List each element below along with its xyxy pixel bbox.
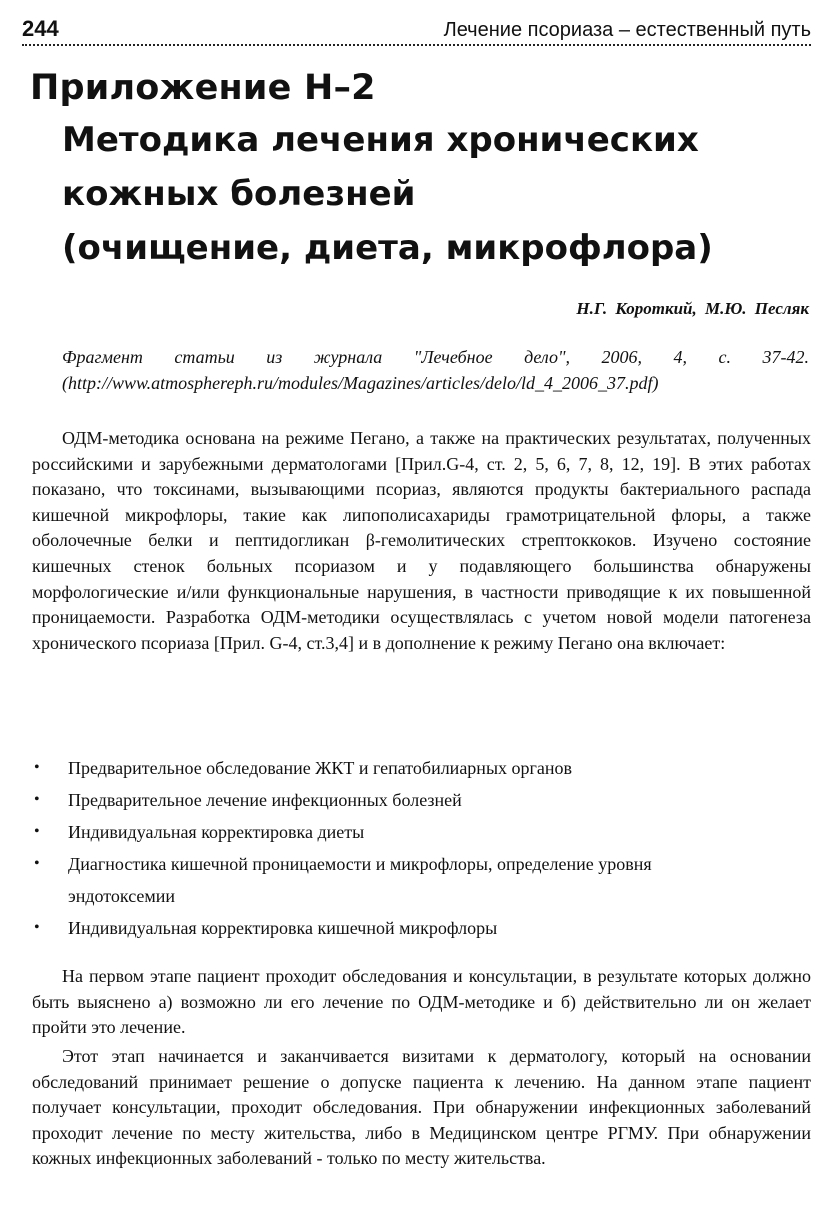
page-number: 244 (22, 16, 59, 41)
list-item-text: Диагностика кишечной проницаемости и микрофлоры, определение уровня эндотоксемии (68, 854, 652, 906)
list-item-text: Индивидуальная корректировка диеты (68, 822, 365, 842)
appendix-title: Приложение Н–2 (30, 68, 376, 108)
bullet-icon: • (34, 919, 40, 936)
list-item-text: Индивидуальная корректировка кишечной микрофлоры (68, 918, 498, 938)
bullet-icon: • (34, 823, 40, 840)
method-title (62, 113, 802, 275)
running-title: Лечение псориаза – естественный путь (443, 19, 811, 41)
method-title-line-1: Методика лечения хронических (62, 120, 699, 160)
bullet-icon: • (34, 855, 40, 872)
method-title-line-2: кожных болезней (62, 174, 416, 214)
list-item-text: Предварительное лечение инфекционных болезней (68, 790, 462, 810)
paragraph-intro: ОДМ-методика основана на режиме Пегано, а также на практических результатах, полученных российскими и зарубежными дерматологами [Прил.G-4, ст. 2, 5, 6, 7, 8, 12, 19]. В этих работах показано, что токсинами, вызывающими псориаз, являются продукты бактериального распада кишечной микрофлоры, такие как липополисахариды грамотрицательной флоры, а также оболочечные белки и пептидогликан β-гемолитических стрептоккоков. Изучено состояние кишечных стенок больных псориазом и у подавляющего большинства обнаружены морфологические и/или функциональные нарушения, в частности приводящие к их повышенной проницаемости. Разработка ОДМ-методики осуществлялась с учетом новой модели патогенеза хронического псориаза [Прил. G-4, ст.3,4] и в дополнение к режиму Пегано она включает: (32, 428, 811, 653)
list-item-text: Предварительное обследование ЖКТ и гепатобилиарных органов (68, 758, 573, 778)
list-item (30, 848, 790, 912)
list-item (30, 912, 790, 944)
list-item (30, 752, 790, 784)
list-item (30, 784, 790, 816)
bullet-icon: • (34, 759, 40, 776)
source-citation (62, 344, 809, 396)
list-item (30, 816, 790, 848)
source-line-1: Фрагмент статьи из журнала "Лечебное дело", 2006, 4, с. 37-42. (62, 347, 809, 367)
paragraph-stage-visits: Этот этап начинается и заканчивается визитами к дерматологу, который на основании обследований принимает решение о допуске пациента к лечению. На данном этапе пациент получает консультации, проходит обследования. При обнаружении инфекционных заболеваний проходит лечение по месту жительства, либо в Медицинском центре РГМУ. При обнаружении кожных инфекционных заболеваний - только по месту жительства. (32, 1046, 811, 1169)
method-components-list (30, 752, 790, 944)
paragraph-first-stage: На первом этапе пациент проходит обследования и консультации, в результате которых должно быть выяснено а) возможно ли его лечение по ОДМ-методике и б) действительно ли он желает пройти это лечение. (32, 966, 811, 1038)
source-url: (http://www.atmosphereph.ru/modules/Magazines/articles/delo/ld_4_2006_37.pdf) (62, 373, 659, 393)
method-title-line-3: (очищение, диета, микрофлора) (62, 228, 713, 268)
running-header (22, 12, 811, 46)
bullet-icon: • (34, 791, 40, 808)
authors: Н.Г. Короткий, М.Ю. Песляк (576, 299, 809, 318)
